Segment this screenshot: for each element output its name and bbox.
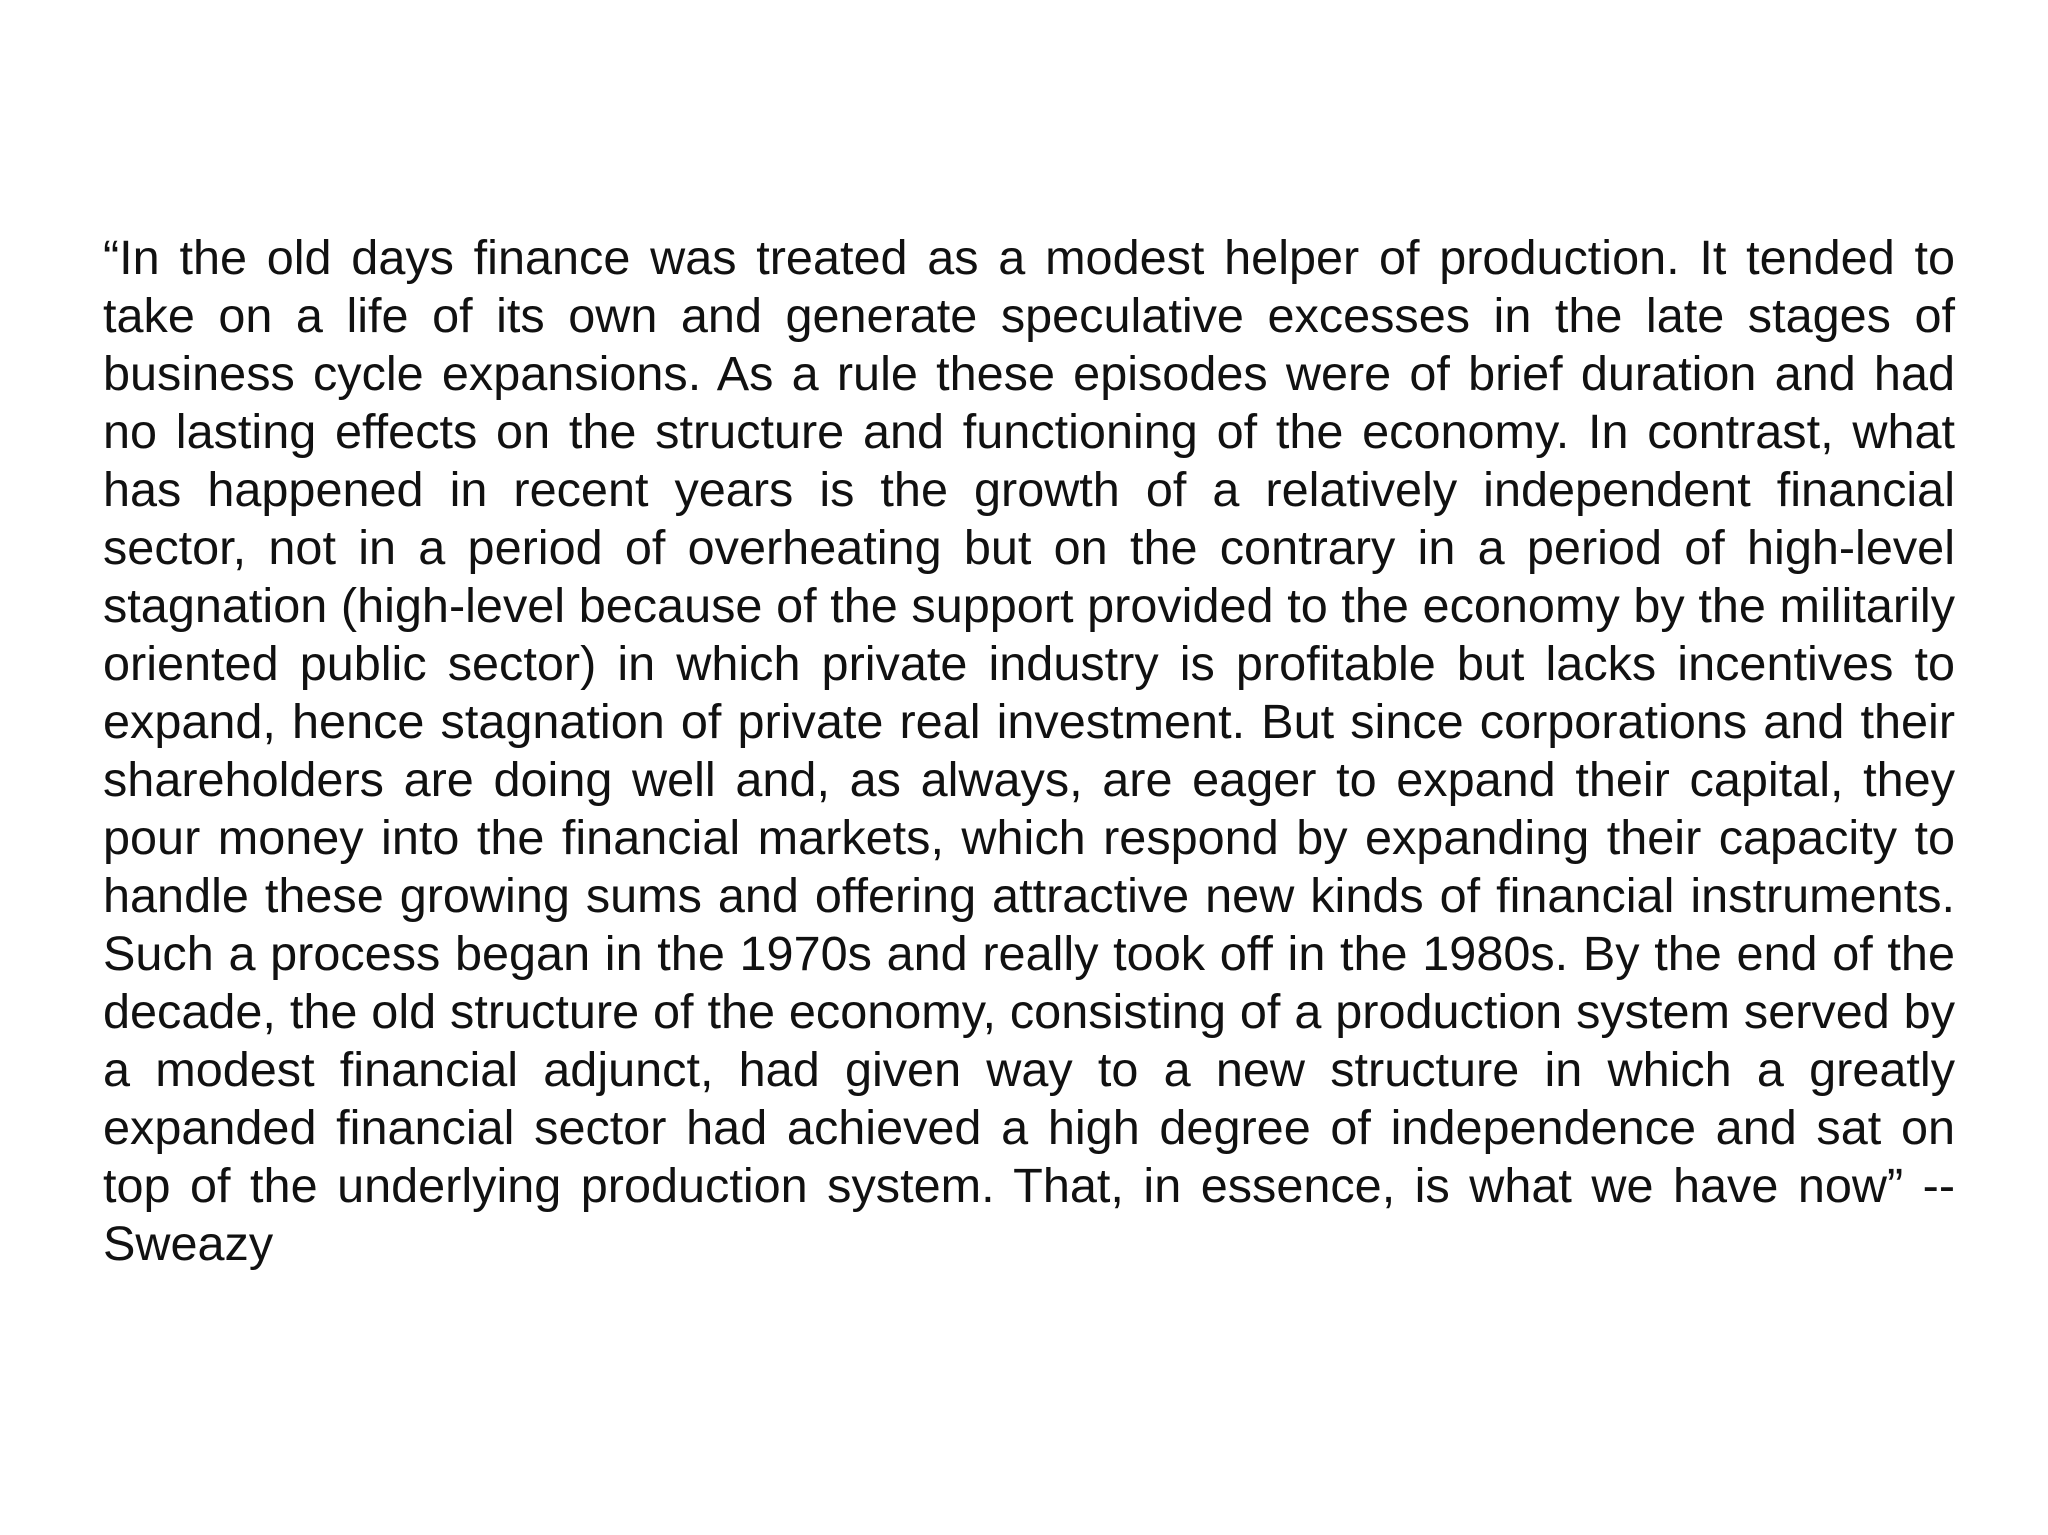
quote-paragraph: [103, 229, 1955, 1273]
quote-attribution: -- Sweazy: [103, 1159, 1956, 1271]
quote-text: “In the old days finance was treated as a modest helper of production. It tended to take on a life of its own and generate speculative excesses in the late stages of business cycle expansions. As a rule these episodes were of brief duration and had no lasting effects on the structure and functioning of the economy. In contrast, what has happened in recent years is the growth of a relatively independent financial sector, not in a period of overheating but on the contrary in a period of high-level stagnation (high-level because of the support provided to the economy by the militarily oriented public sector) in which private industry is profitable but lacks incentives to expand, hence stagnation of private real investment. But since corporations and their shareholders are doing well and, as always, are eager to expand their capital, they pour money into the financial markets, which respond by expanding their capacity to handle these growing sums and offering attractive new kinds of financial instruments. Such a process began in the 1970s and really took off in the 1980s. By the end of the decade, the old structure of the economy, consisting of a production system served by a modest financial adjunct, had given way to a new structure in which a greatly expanded financial sector had achieved a high degree of independence and sat on top of the underlying production system. That, in essence, is what we have now”: [103, 231, 1955, 1213]
